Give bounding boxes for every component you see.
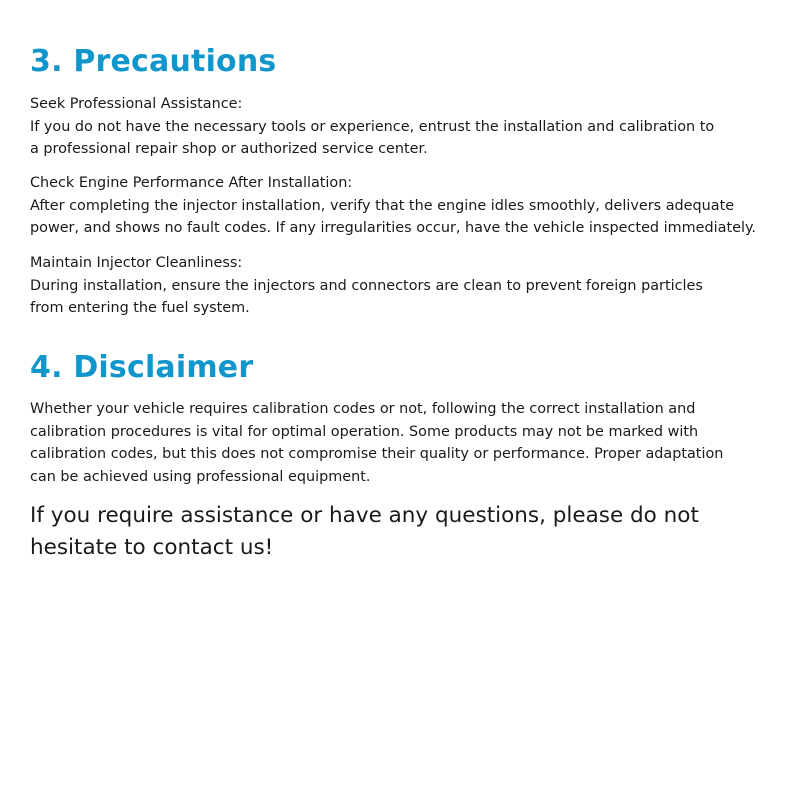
- disclaimer-text-line: calibration codes, but this does not compromise their quality or performance. Proper adaptation: [30, 446, 724, 462]
- precaution-text-line: power, and shows no fault codes. If any irregularities occur, have the vehicle inspected immediately.: [30, 220, 757, 236]
- closing-text-line: hesitate to contact us!: [30, 535, 274, 560]
- precaution-text-line: During installation, ensure the injectors and connectors are clean to prevent foreign particles: [30, 277, 703, 294]
- precaution-text-line: After completing the injector installation, verify that the engine idles smoothly, delivers adequate: [30, 197, 735, 214]
- precaution-title: Check Engine Performance After Installation:: [30, 175, 353, 191]
- disclaimer-heading: 4. Disclaimer: [30, 350, 254, 385]
- precaution-title: Maintain Injector Cleanliness:: [30, 255, 243, 271]
- precaution-item-injector-cleanliness: [30, 252, 795, 320]
- precaution-text-line: a professional repair shop or authorized service center.: [30, 141, 428, 157]
- precaution-item-engine-performance: [30, 172, 795, 240]
- closing-message: [30, 500, 770, 564]
- precaution-text-line: If you do not have the necessary tools or experience, entrust the installation and calibration to: [30, 118, 715, 135]
- precautions-heading: 3. Precautions: [30, 44, 277, 79]
- disclaimer-text-line: can be achieved using professional equipment.: [30, 468, 371, 485]
- disclaimer-text-line: calibration procedures is vital for optimal operation. Some products may not be marked with: [30, 423, 699, 440]
- disclaimer-paragraph: [30, 398, 795, 488]
- disclaimer-text-line: Whether your vehicle requires calibration codes or not, following the correct installation and: [30, 401, 696, 417]
- precaution-title: Seek Professional Assistance:: [30, 96, 243, 112]
- precaution-item-professional-assistance: [30, 93, 795, 161]
- precaution-text-line: from entering the fuel system.: [30, 300, 250, 316]
- closing-text-line: If you require assistance or have any questions, please do not: [30, 503, 699, 528]
